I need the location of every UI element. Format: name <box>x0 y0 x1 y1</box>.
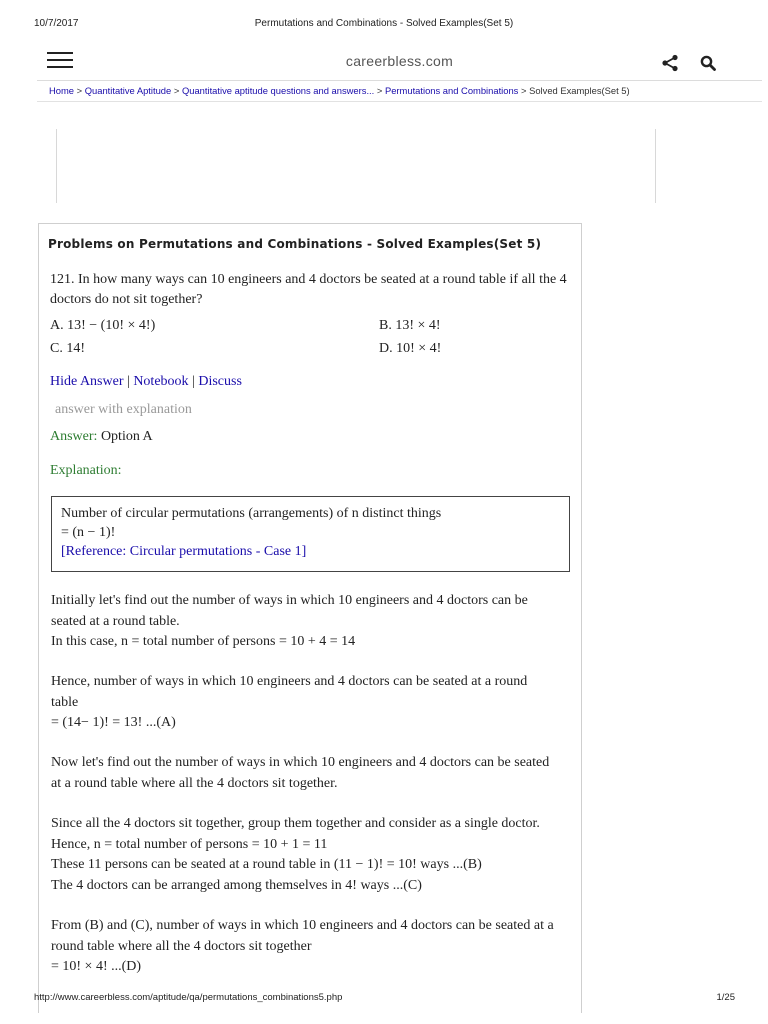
explanation-paragraph <box>51 672 571 734</box>
breadcrumb-separator: > <box>520 85 527 96</box>
explanation-paragraph <box>51 753 571 794</box>
answer-explanation-caption: answer with explanation <box>55 402 192 417</box>
formula-box <box>51 496 570 572</box>
option-d <box>379 339 441 359</box>
hide-answer-link[interactable]: Hide Answer <box>50 374 124 389</box>
paragraph-line: at a round table where all the 4 doctors sit together. <box>51 775 338 791</box>
option-label: B. <box>379 318 392 333</box>
breadcrumb-separator: > <box>376 85 383 96</box>
option-a <box>50 316 155 336</box>
ad-frame-right-edge <box>655 129 656 203</box>
option-text: 14! <box>66 341 86 356</box>
paragraph-line: In this case, n = total number of persons = 10 + 4 = 14 <box>51 634 356 649</box>
breadcrumb-separator: > <box>76 85 83 96</box>
breadcrumb-qa-questions[interactable]: Quantitative aptitude questions and answers... <box>181 85 375 96</box>
question-text: 121. In how many ways can 10 engineers and 4 doctors be seated at a round table if all the 4 doctors do not sit together? <box>50 272 567 307</box>
explanation-label: Explanation: <box>50 463 122 478</box>
search-icon[interactable] <box>699 54 717 72</box>
paragraph-line: Now let's find out the number of ways in which 10 engineers and 4 doctors can be seated <box>51 755 550 770</box>
reference-link[interactable]: [Reference: Circular permutations - Case 1] <box>61 544 307 559</box>
explanation-paragraph <box>51 591 571 653</box>
page-title: Problems on Permutations and Combinations - Solved Examples(Set 5) <box>48 237 542 251</box>
paragraph-line: table <box>51 694 79 710</box>
print-title: Permutations and Combinations - Solved Examples(Set 5) <box>254 18 514 29</box>
print-header <box>0 14 768 30</box>
breadcrumb-permutations[interactable]: Permutations and Combinations <box>384 85 519 96</box>
answer-value: Option A <box>100 429 153 444</box>
answer-line <box>50 427 153 447</box>
ad-frame-left-edge <box>56 129 57 203</box>
paragraph-line: Initially let's find out the number of ways in which 10 engineers and 4 doctors can be <box>51 593 528 608</box>
answer-links <box>50 372 242 392</box>
option-label: A. <box>50 318 64 333</box>
paragraph-line: From (B) and (C), number of ways in which 10 engineers and 4 doctors can be seated at a <box>51 918 554 933</box>
answer-label: Answer: <box>50 429 98 444</box>
site-header <box>37 42 762 81</box>
paragraph-line: seated at a round table. <box>51 613 180 629</box>
link-separator: | <box>192 374 195 389</box>
breadcrumb-separator: > <box>173 85 180 96</box>
formula-line: Number of circular permutations (arrangements) of n distinct things <box>61 506 442 521</box>
breadcrumb-home[interactable]: Home <box>49 85 75 96</box>
formula-line: = (n − 1)! <box>61 525 116 540</box>
print-page-number: 1/25 <box>716 992 735 1003</box>
option-label: C. <box>50 341 63 356</box>
paragraph-line: Hence, n = total number of persons = 10 + 1 = 11 <box>51 836 328 852</box>
link-separator: | <box>127 374 130 389</box>
option-label: D. <box>379 341 393 356</box>
breadcrumb-quantitative-aptitude[interactable]: Quantitative Aptitude <box>84 85 172 96</box>
explanation-paragraph <box>51 814 571 896</box>
print-footer <box>0 992 768 1008</box>
option-c <box>50 339 85 359</box>
paragraph-line: = 10! × 4! ...(D) <box>51 959 142 974</box>
share-icon[interactable] <box>661 54 679 72</box>
notebook-link[interactable]: Notebook <box>133 374 189 389</box>
option-text: 13! × 4! <box>395 318 441 333</box>
breadcrumb-current: Solved Examples(Set 5) <box>529 85 630 96</box>
paragraph-line: These 11 persons can be seated at a round table in (11 − 1)! = 10! ways ...(B) <box>51 857 482 872</box>
paragraph-line: The 4 doctors can be arranged among themselves in 4! ways ...(C) <box>51 877 422 893</box>
option-text: 13! − (10! × 4!) <box>67 318 156 333</box>
paragraph-line: round table where all the 4 doctors sit together <box>51 938 312 954</box>
breadcrumb-divider <box>37 101 762 102</box>
paragraph-line: Since all the 4 doctors sit together, group them together and consider as a single doctor. <box>51 816 540 831</box>
paragraph-line: Hence, number of ways in which 10 engineers and 4 doctors can be seated at a round <box>51 674 528 689</box>
discuss-link[interactable]: Discuss <box>198 374 242 389</box>
print-date: 10/7/2017 <box>34 18 79 29</box>
option-text: 10! × 4! <box>396 341 442 356</box>
print-url: http://www.careerbless.com/aptitude/qa/permutations_combinations5.php <box>34 992 343 1003</box>
question-card <box>38 223 582 1013</box>
site-name[interactable]: careerbless.com <box>345 53 454 69</box>
paragraph-line: = (14− 1)! = 13! ...(A) <box>51 715 176 730</box>
option-b <box>379 316 441 336</box>
explanation-paragraph <box>51 916 571 978</box>
breadcrumb <box>49 85 762 96</box>
